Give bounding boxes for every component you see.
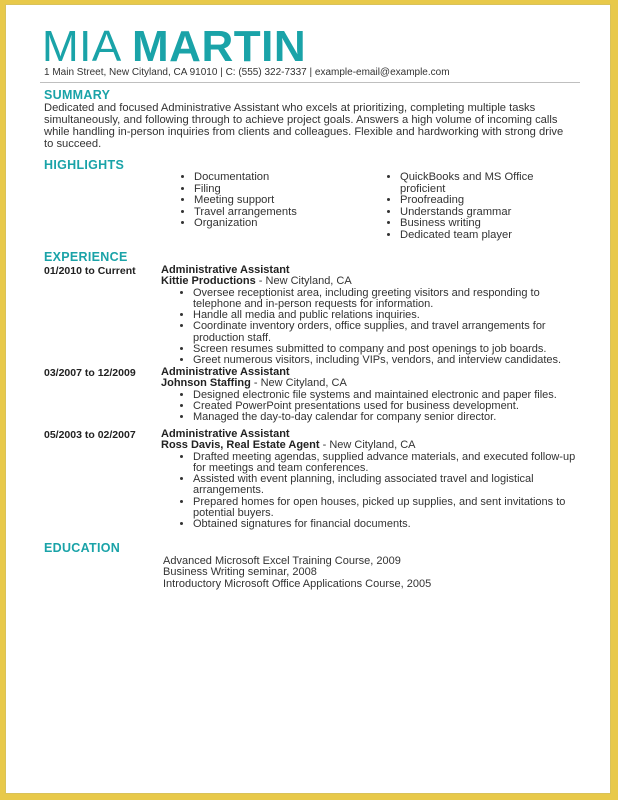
experience-heading: EXPERIENCE xyxy=(44,250,128,264)
list-item: • Business writing xyxy=(400,218,570,230)
list-item: • Documentation xyxy=(194,172,364,184)
list-item: • Oversee receptionist area, including greeting visitors and responding to telephone and in-person requests for information. xyxy=(193,288,581,311)
list-item: • Coordinate inventory orders, office supplies, and travel arrangements for production staff. xyxy=(193,321,581,344)
job-entry xyxy=(161,265,581,367)
job-duties xyxy=(161,390,581,424)
job-company: Kittie Productions xyxy=(161,275,256,288)
last-name: MARTIN xyxy=(132,22,307,71)
job-location: - New Cityland, CA xyxy=(255,275,352,288)
education-list xyxy=(163,556,431,590)
job-location: - New Cityland, CA xyxy=(319,439,416,452)
list-item: • Handle all media and public relations inquiries. xyxy=(193,310,581,321)
list-item: • Designed electronic file systems and maintained electronic and paper files. xyxy=(193,390,581,401)
job-dates: 01/2010 to Current xyxy=(44,265,136,277)
first-name: MIA xyxy=(42,22,120,71)
job-company: Ross Davis, Real Estate Agent xyxy=(161,439,320,452)
job-dates: 03/2007 to 12/2009 xyxy=(44,367,136,379)
job-title: Administrative Assistant xyxy=(161,264,290,276)
highlights-heading: HIGHLIGHTS xyxy=(44,158,125,172)
job-title: Administrative Assistant xyxy=(161,428,290,440)
education-heading: EDUCATION xyxy=(44,541,121,555)
list-item: Advanced Microsoft Excel Training Course, 2009 xyxy=(163,555,401,567)
list-item: • QuickBooks and MS Office proficient xyxy=(400,172,570,195)
contact-line: 1 Main Street, New Cityland, CA 91010 | C: (555) 322-7337 | example-email@example.com xyxy=(44,67,450,78)
job-entry xyxy=(161,429,581,531)
candidate-name xyxy=(42,22,307,71)
summary-heading: SUMMARY xyxy=(44,88,111,102)
job-entry xyxy=(161,367,581,423)
list-item: • Proofreading xyxy=(400,195,570,207)
list-item: • Obtained signatures for financial documents. xyxy=(193,519,581,530)
list-item: Business Writing seminar, 2008 xyxy=(163,566,317,579)
job-company: Johnson Staffing xyxy=(161,377,251,390)
list-item: • Managed the day-to-day calendar for company senior director. xyxy=(193,412,581,423)
list-item: Introductory Microsoft Office Applications Course, 2005 xyxy=(163,577,432,590)
job-duties xyxy=(161,288,581,367)
list-item: • Filing xyxy=(194,184,364,196)
list-item: • Organization xyxy=(194,218,364,230)
job-title: Administrative Assistant xyxy=(161,366,290,378)
list-item: • Travel arrangements xyxy=(194,207,364,219)
list-item: • Greet numerous visitors, including VIPs, vendors, and interview candidates. xyxy=(193,355,581,366)
highlights-left-list xyxy=(178,172,364,230)
list-item: • Created PowerPoint presentations used for business development. xyxy=(193,401,581,412)
summary-text: Dedicated and focused Administrative Assistant who excels at prioritizing, completing multiple tasks simultaneously, and following through to achieve project goals. Answers a high volume of incoming calls while handling in-person inquiries from clients and colleagues. Flexible and hardworking with strong drive to succeed. xyxy=(44,102,564,150)
job-dates: 05/2003 to 02/2007 xyxy=(44,429,136,441)
job-duties xyxy=(161,452,581,531)
list-item: • Screen resumes submitted to company and post openings to job boards. xyxy=(193,344,581,355)
list-item: • Assisted with event planning, including associated travel and logistical arrangements. xyxy=(193,474,581,497)
list-item: • Drafted meeting agendas, supplied advance materials, and executed follow-up for meetings and team conferences. xyxy=(193,452,581,475)
resume-page xyxy=(5,4,611,794)
job-location: - New Cityland, CA xyxy=(250,377,347,390)
header-divider xyxy=(40,82,580,83)
list-item: • Understands grammar xyxy=(400,207,570,219)
highlights-right-list xyxy=(384,172,570,241)
list-item: • Dedicated team player xyxy=(400,230,570,242)
list-item: • Prepared homes for open houses, picked up supplies, and sent invitations to potential buyers. xyxy=(193,497,581,520)
list-item: • Meeting support xyxy=(194,195,364,207)
